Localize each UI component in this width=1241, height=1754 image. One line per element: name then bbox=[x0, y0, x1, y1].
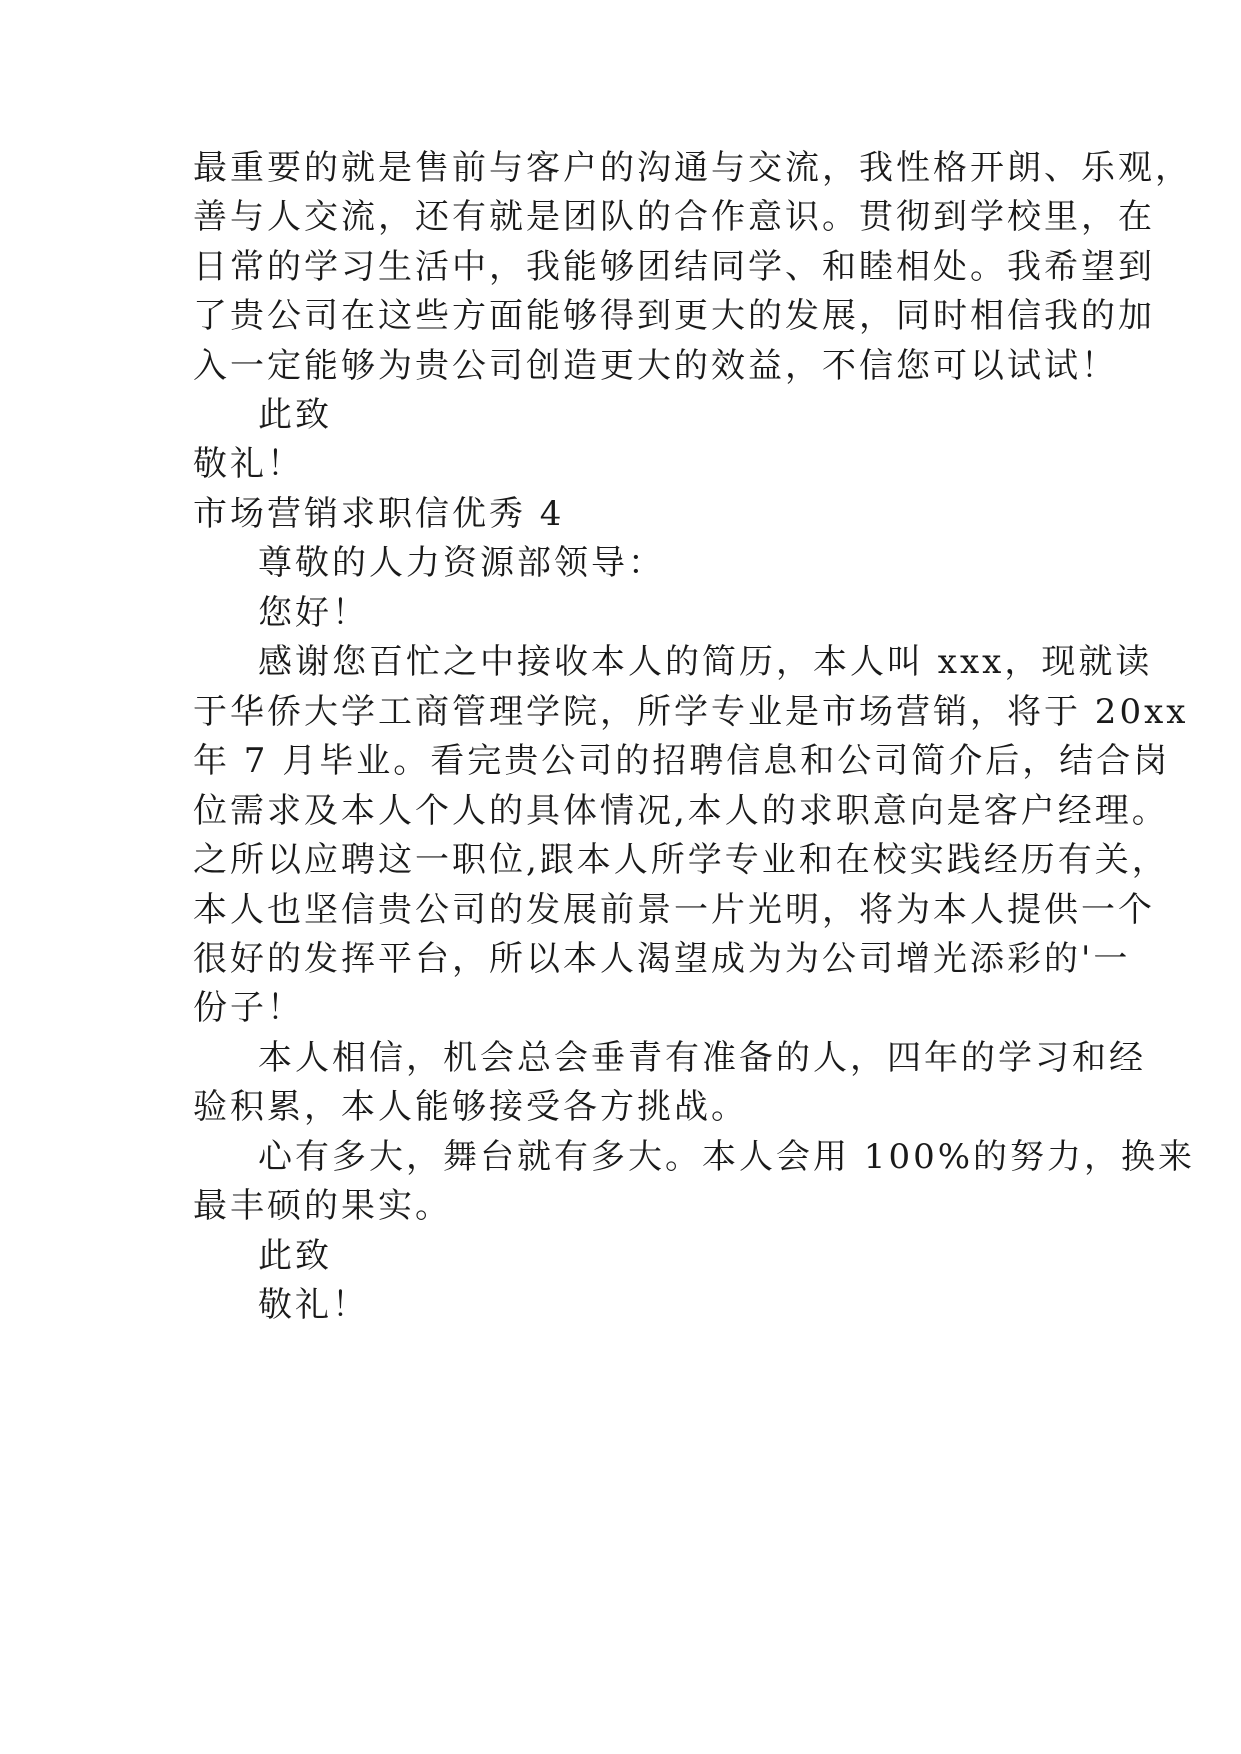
text-line: 感谢您百忙之中接收本人的简历，本人叫 xxx，现就读 bbox=[258, 642, 1153, 682]
text-line: 了贵公司在这些方面能够得到更大的发展，同时相信我的加 bbox=[193, 296, 1155, 336]
text-line: 很好的发挥平台，所以本人渴望成为为公司增光添彩的'一 bbox=[193, 939, 1131, 979]
closing-regards: 敬礼！ bbox=[258, 1285, 369, 1325]
text-line: 位需求及本人个人的具体情况,本人的求职意向是客户经理。 bbox=[193, 791, 1169, 831]
section-title: 市场营销求职信优秀 4 bbox=[193, 494, 565, 534]
greeting-recipient: 尊敬的人力资源部领导： bbox=[258, 543, 665, 583]
text-line: 最丰硕的果实。 bbox=[193, 1186, 452, 1226]
text-line: 于华侨大学工商管理学院，所学专业是市场营销，将于 20xx bbox=[193, 692, 1189, 732]
text-line: 验积累，本人能够接受各方挑战。 bbox=[193, 1087, 748, 1127]
text-line: 本人也坚信贵公司的发展前景一片光明，将为本人提供一个 bbox=[193, 890, 1155, 930]
closing-salutation: 此致 bbox=[258, 395, 332, 435]
text-line: 本人相信，机会总会垂青有准备的人，四年的学习和经 bbox=[258, 1038, 1146, 1078]
text-line: 日常的学习生活中，我能够团结同学、和睦相处。我希望到 bbox=[193, 247, 1155, 287]
text-line: 最重要的就是售前与客户的沟通与交流，我性格开朗、乐观， bbox=[193, 148, 1192, 188]
text-line: 心有多大，舞台就有多大。本人会用 100%的努力，换来 bbox=[258, 1137, 1196, 1177]
text-line: 入一定能够为贵公司创造更大的效益，不信您可以试试！ bbox=[193, 346, 1118, 386]
closing-regards: 敬礼！ bbox=[193, 444, 304, 484]
text-line: 年 7 月毕业。看完贵公司的招聘信息和公司简介后，结合岗 bbox=[193, 741, 1171, 781]
closing-salutation: 此致 bbox=[258, 1236, 332, 1276]
text-line: 善与人交流，还有就是团队的合作意识。贯彻到学校里，在 bbox=[193, 197, 1155, 237]
greeting: 您好！ bbox=[258, 593, 369, 633]
text-line: 之所以应聘这一职位,跟本人所学专业和在校实践经历有关， bbox=[193, 840, 1169, 880]
text-line: 份子！ bbox=[193, 988, 304, 1028]
